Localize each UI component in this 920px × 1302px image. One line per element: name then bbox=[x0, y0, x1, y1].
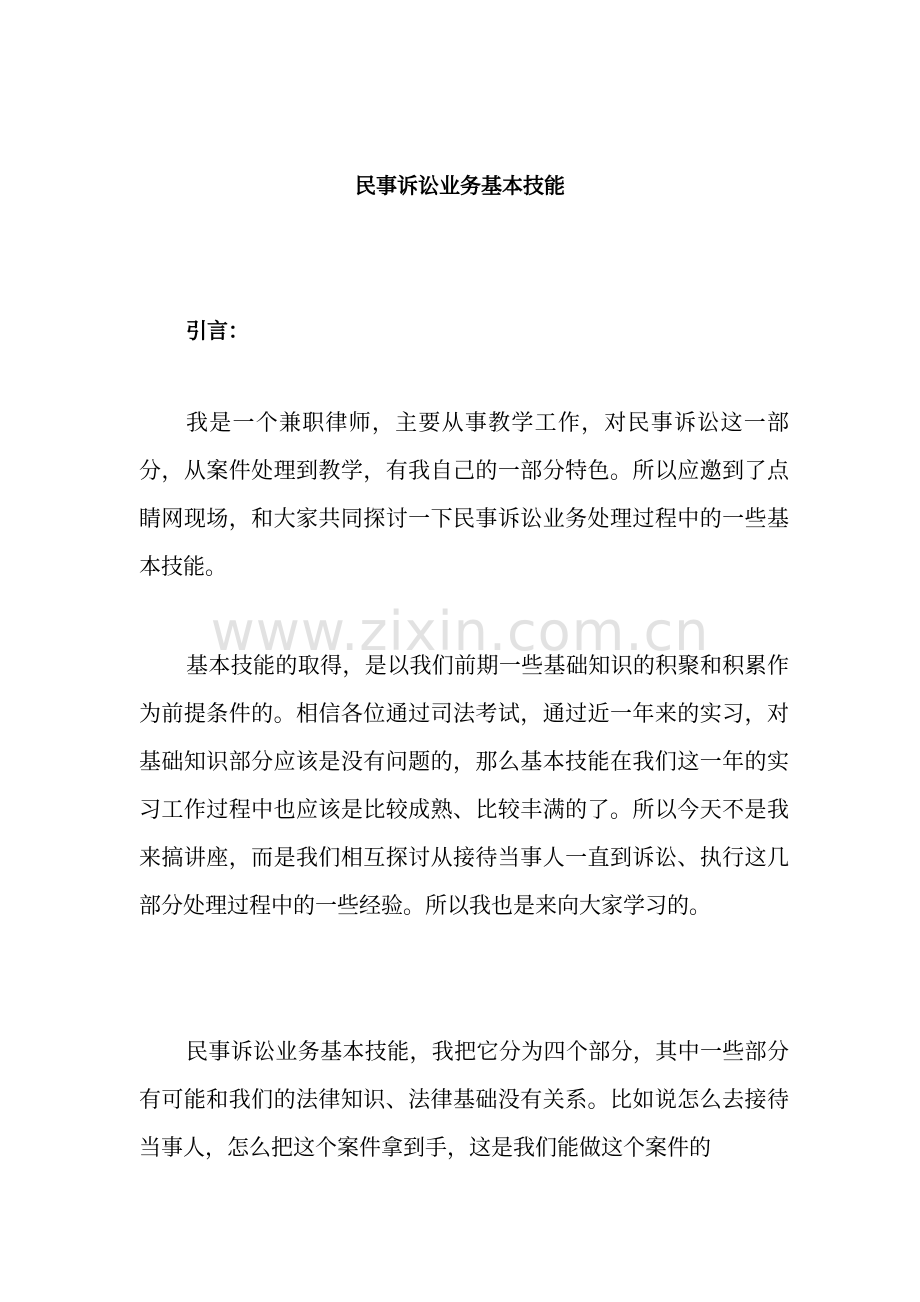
watermark-text: www.zixin.com.cn bbox=[210, 600, 710, 663]
paragraph-1: 我是一个兼职律师，主要从事教学工作，对民事诉讼这一部分，从案件处理到教学，有我自己的一部分特色。所以应邀到了点睛网现场，和大家共同探讨一下民事诉讼业务处理过程中的一些基本技能。 bbox=[139, 411, 789, 580]
paragraph-2: 基本技能的取得，是以我们前期一些基础知识的积聚和积累作为前提条件的。相信各位通过司法考试，通过近一年来的实习，对基础知识部分应该是没有问题的，那么基本技能在我们这一年的实习工作过程中也应该是比较成熟、比较丰满的了。所以今天不是我来搞讲座，而是我们相互探讨从接待当事人一直到诉讼、执行这几部分处理过程中的一些经验。所以我也是来向大家学习的。 bbox=[139, 654, 789, 919]
intro-heading: 引言： bbox=[186, 319, 249, 343]
paragraph-3: 民事诉讼业务基本技能，我把它分为四个部分，其中一些部分有可能和我们的法律知识、法律基础没有关系。比如说怎么去接待当事人，怎么把这个案件拿到手，这是我们能做这个案件的 bbox=[139, 1040, 789, 1161]
document-title: 民事诉讼业务基本技能 bbox=[355, 174, 565, 198]
